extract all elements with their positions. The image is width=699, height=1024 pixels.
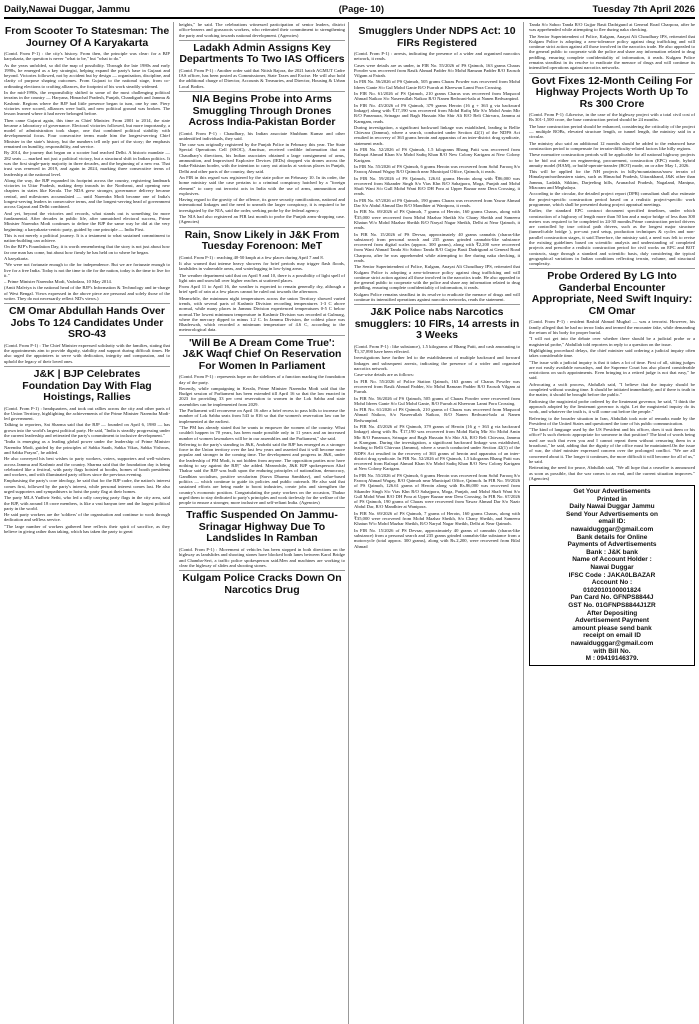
article-paragraph: Emphasising the party's core ideology, he said that for the BJP cadre, the nation's interest comes first, followed by the party's interest, while personal interest comes last. He also urged supporters and sympathisers to hoist the party flag at their homes.	[4, 478, 170, 494]
page-number: (Page- 10)	[338, 4, 384, 15]
ad-line: Daily Nawai Duggar Jammu	[569, 503, 655, 511]
column-3	[354, 22, 524, 1024]
ad-line: email ID:	[598, 518, 626, 526]
article-paragraph: "I will not get into the debate over whether there should be a judicial probe or a magisterial probe," Abdullah told reporters in reply to a question on the issue.	[529, 336, 695, 347]
ad-line: with Bill No.	[593, 647, 631, 655]
article-paragraph: In the mid-1990s, the responsibility shifted to some of the most challenging political terrains in the country — Haryana, Himachal Pradesh, Punjab, Chandigarh and Jammu & Kashmir. Regions where the BJP had little presence began to turn, one by one. Fiery victories were scored, alliances were built, and new political ground was broken. The lesson learned where it had never belonged before.	[4, 90, 170, 117]
ad-line: Bank : J&K bank	[586, 548, 638, 556]
article-headline: J&K | BJP Celebrates Foundation Day With Flag Hoistings, Rallies	[4, 366, 170, 404]
article-paragraph: In FIR No. 15/2026 of PS Devsar, approximately 40 grams of cannabis (charas-like substance) from a personal search and 235 grams grinded cannabis-like substance from a motorcycle (total approx. 300 grams), along with Rs.2,200, were recovered from Bilal Ahmad	[354, 527, 520, 549]
article-paragraph: The party MLA Yudhvir Sethi, who led a rally carrying party flags in the city area, said the BJP, with around 18 crore members, is like a vast banyan tree and the largest political party in the world.	[4, 495, 170, 511]
article-paragraph: From April 11 to April 16, the weather is expected to remain generally dry, although a brief spell of rain at a few places cannot be ruled out towards the afternoon.	[179, 284, 345, 295]
masthead	[4, 2, 695, 19]
article-paragraph: In FIR No. 45/2026 of PS Qaimoh, 379 grams Heroin (16 g + 363 g via backward linkage) along with ₹17,190 was recovered from Mohd Rafiq Mir S/o Mohd Amin Mir R/O Panzmara, Srinagar and Bagh Hussain Sho Shir Ali R/O Beli Chirvara, Jammu at Karngam, reads.	[354, 102, 520, 124]
article-paragraph: Meanwhile, the minimum night temperatures across the union Territory showed varied trends, with several parts of Kashmir Division recording temperatures 1-3 C above normal, while many places in Jammu Division experienced temperatures 0-5 C below normal.The lowest minimum temperature in Kashmir Division was recorded at Gulmarg, where the mercury dipped to minus 1.2 C. In Jammu Division, the coldest place was Bhaderwah, which recorded a minimum temperature of 4.6 C, according to the meteorological data.	[179, 295, 345, 333]
ad-line: Name of Account Holder :	[572, 556, 652, 564]
article-paragraph: The Senior Superintendent of Police, Kulgam, Anayat Ali Choudhary IPS, reiterated that Kulgam Police is adopting a zero-tolerance policy against drug trafficking and will continue strict action against all those involved in the narcotics trade. He also appealed to the general public to cooperate with the police and share any information related to drug peddling, ensuring complete confidentiality of information, it reads. Kulgam Police remains steadfast in its resolve to eradicate the menace of drugs and will continue its intensified operations against narcotics networks.	[529, 33, 695, 71]
article-paragraph: Tanda S/o Saboo Tanda R/O Gujjar Basti Dadrigund at General Road Charpora, after he was apprehended while attempting to flee during naka checking.	[529, 22, 695, 33]
ad-line: Pan Card No. GFNPS8844J	[570, 594, 654, 602]
article-paragraph: (Contd. From P-1) : The Chief Minister expressed solidarity with the families, stating that the appointments aim to provide dignity, stability and support during difficult times. He also urged the appointees to serve with dedication, integrity and compassion, and to uphold the legacy of their loved ones.	[4, 342, 170, 364]
article-paragraph: Referring to the broader situation in Iran, Abdullah took note of remarks made by the President of the United States and questioned the tone of his public communication.	[529, 415, 695, 426]
article-headline: NIA Begins Probe into Arms Smuggling Through Drones Across India-Pakistan Border	[179, 91, 345, 129]
ad-line: 0102010100001824	[583, 586, 641, 594]
article-paragraph: Referring to the party's standing in J&K, Andrabi said the BJP has emerged as a stronger force in the Union territory over the last few years and asserted that it will become more popular and stronger in the coming time. The development and progress in J&K, under the leadership of PM Modi, is not hidden from anyone. The opposition parties now have nothing to say against the BJP," she added. Meanwhile, J&K BJP spokesperson Altaf Thakur said the BJP was built upon the enduring principles of nationalism, democracy, Gandhian socialism, positive secularism (Sarva Dharma Sambhav), and value-based politics — which continue to guide its policies and public outreach. He also said that sustained efforts are being made to boost industries, create jobs and strengthen the country's economic position. Congratulating the party workers on the occasion, Thakur urged them to stay dedicated to party's principles and work tirelessly for the welfare of the people to ensure a stronger, more inclusive and self-reliant India. (Agencies)	[179, 441, 345, 506]
article-paragraph: heights," he said. The celebrations witnessed participation of senior leaders, district office-bearers and grassroots workers, who reiterated their commitment to strengthening the party and working towards national development. (Agencies)	[179, 22, 345, 38]
article-paragraph: Then came Gujarat again, this time as Chief Minister. From 2001 to 2014, the state became a laboratory of governance. Electoral victories followed, but more importantly, a model of administration took shape, one that combined political stability with developmental focus. Four consecutive terms made him the longest-serving Chief Minister in the state's history, but the numbers tell only part of the story; the emphasis remained on humility, responsibility, and service.	[4, 117, 170, 150]
article-paragraph: On the BJP's Foundation Day, it is worth remembering that the story is not just about how far one man has come, but about how firmly he has held on to where he began.	[4, 244, 170, 255]
article-paragraph: In FIR No. 61/2026 of PS Qaimoh, 210 grams Charas was recovered from Maqsood Ahmad Naikoo S/o Naseerullah Naikoo R/O Nanen Redwani-bala at Nanen Redwanpind.	[354, 91, 520, 102]
article-paragraph: According to the circular, the detailed project report (DPR) consultant shall also estimate the project-specific construction period based on a realistic project-specific work programme, which shall be presented during project appraisal meetings.	[529, 191, 695, 207]
article-paragraph: In FIR No. 55/2026 of Police Station Qaimoh, 163 grams of Charas Powder was recovered from Rasik Ahmad Padder, S/o Mohd Ramzan Padder R/O Ezosoh Vilgam at Furrah.	[354, 378, 520, 395]
masthead-date: Tuesday 7th April 2026	[592, 4, 695, 15]
article-paragraph: The weather department said that on April 9 and 10, there is a possibility of light spell of light rain and snowfall over higher reaches at scattered places.	[179, 272, 345, 283]
article-paragraph: This will be applied for the NH projects in hilly/mountainous/snow terrain of Himalayan/northeastern states, such as Himachal Pradesh, Uttarakhand, J&K other than Jammu, Ladakh, Sikkim, Darjeeling hills, Arunachal Pradesh, Nagaland, Manipur, Mizoram and Meghalaya.	[529, 169, 695, 191]
article-paragraph: Earlier, the standard EPC contract document specified timelines, under which construction of a highway of length more than 50 km and a major bridge of less than 300 metres was required to be completed in 24-30 months.Prime construction period drivers are controlled by true critical path drivers, such as the longest major structure (tunnel/cable bridge ), pre-cast yard setup, production techniques & cycles and non-parallel construction stages, it said.Therefore, the ministry said, a need was felt to revise the existing guidelines based on scientific analysis and understanding of completed projects and prescribe a realistic construction period for civil works on EPC and BOT contracts, stage through a standard and scientific basis, duly considering the typical geographical variations in Indian conditions reflecting terrain, volume, and structural complexity.	[529, 208, 695, 267]
ad-line: GST No. 01GFNPS8844J1ZR	[568, 602, 656, 609]
article-paragraph: In FIR No. 45/2026 of PS Qaimoh, 379 grams of Heroin (16 g + 363 g via backward linkage) along with Rs. ₹17,190 was recovered from Mohd Rafiq Mir S/o Mohd Amin Mir R/O Panzmara, Srinagar and Bagh Hussain S/o Shir Ali, R/O Beli Chirvara, Jammu at Karngam. During the investigation, a significant backward linkage was established, leading to Belli Chirvara (Jammu), where a search conducted under Section 42(1) of the NDPS Act resulted in the recovery of 363 grams of heroin and apparatus of an inter-district drug syndicate. In FIR No. 52/2026 of PS Qaimoh, 1.5 kilograms Bhang Patti was recovered from Rafaqat Ahmad Khan S/o Mohd Sadiq Khan R/O New Colony Karigam at New Colony Karigam.	[354, 424, 520, 472]
article-paragraph: (Contd. From P-1) : Chaudhary, his Indian associate Shubham Kumar and other unidentified individuals, they said.	[179, 130, 345, 141]
article-headline: J&K Police nabs Narcotics smugglers: 10 FIRs, 14 arrests in 3 Weeks	[354, 306, 520, 342]
article-paragraph: He also conveyed his best wishes to party workers, voters, supporters and well-wishers across Jammu and Kashmir and the country. Sharma said that the foundation day is being celebrated like a festival, with party flags hoisted at booths, homes of booth presidents and workers, and with illuminated party offices since the previous evening.	[4, 456, 170, 478]
article-headline: Govt Fixes 12-Month Ceiling For Highway Projects Worth Up To Rs 300 Crore	[529, 73, 695, 111]
article-paragraph: In FIR No. 52/2026 of PS Qaimoh, 1.5 kilograms Bhang Patti was recovered from Rafaqat Ahmad Khan S/o Mohd Sadiq Khan R/O New Colony Karigam at New Colony Karigam.	[354, 147, 520, 163]
article-paragraph: (Contd. From P-1) :Likewise, in the case of the highway project with a total civil cost of Rs 301-1,500 crore, the base construction period should be 24 months.	[529, 112, 695, 123]
article-headline: Rain, Snow Likely in J&K From Tuesday Forenoon: MeT	[179, 227, 345, 253]
column-2	[179, 22, 349, 1024]
ad-line: M : 09419146379.	[585, 655, 639, 663]
ad-line: Payments of Advertisements	[567, 541, 657, 549]
article-paragraph: Endorsing the magisterial probe ordered by the lieutenant governor, he said, "I think the approach adopted by the lieutenant governor is right. Let the magisterial inquiry do its work, and whatever the truth is, it will come out before the people."	[529, 398, 695, 415]
article-paragraph: In FIR No. 59/2026 of PS Qaimoh, 126.61 grams Heroin along with ₹86,000 was recovered from Sikander Singh S/o Vias Khn R/O Sahajpora, Moga, Punjab and Mohd Shafi Wani S/o Gull Mohd Wani R/O DH Pora at Upper Bazaar near Dera Crossing, it reads.	[354, 175, 520, 197]
advertisement-box	[529, 485, 695, 666]
article-paragraph: And yet, beyond the victories and records, what stands out is something far more fundamental. After decades in public life, after unmatched electoral success, Prime Minister Narendra Modi continues to define the BJP the same way he did at the very beginning: a karyakarta-centric party, guided by one principle — India First.	[4, 210, 170, 232]
article-paragraph: This is not merely a political journey. It is a testament to what sustained commitment to nation-building can achieve.	[4, 232, 170, 244]
article-paragraph: As the years unfolded, so did the map of possibility. Through the late 1980s and early 1990s, he emerged as a key strategist, helping expand the party's base in Gujarat and beyond. Victories followed, not by accident but by design — organisation, discipline, and clarity of purpose shaping outcomes. From Gujarat to the national stage, from co-ordinating elections to crafting alliances, the footprint of his work steadily widened.	[4, 62, 170, 89]
article-paragraph: A karyakarta.	[4, 255, 29, 261]
article-paragraph: In FIR No. 56/2026 of PS Qaimoh, 505 grams of Charas Powder were recovered from Mohd Idrees Ganie S/o Gul Mohd Ganie, R/O Furrah at Kheewan Lanni Pora Crossing.	[354, 395, 520, 406]
article-paragraph: These normative construction periods will be applicable for all national highway projects to be bid out either on engineering, procurement, construction (EPC) mode, hybrid annuity model (HAM), or build-operate-transfer (BOT) mode, on or after May 1, 2026.	[529, 152, 695, 168]
article-headline: Smugglers Under NDPS Act: 10 FIRs Registered	[358, 25, 516, 49]
ad-line: nawaidugggar@gmail.com	[570, 526, 654, 534]
article-paragraph: In FIR No. 69/2026 of PS Qaimoh, 7 grams of Heroin, 160 grams Charas, along with ₹35,000 were recovered from Mohd Mazhar Sheikh S/o Chany Sheikh and Sameera Khatun W/o Mohd Mazhar Sheikh R/O Naryal Nagar Sheikh, Delhi at Near Qaimoh, it reads.	[354, 209, 520, 231]
article-paragraph: The case was originally registered by the Punjab Police in February this year. The State Special Operations Cell (SSOC), Amritsar, received credible information that on Chaudhary's directions, his Indian associates obtained a large consignment of arms, ammunition, and Improvised Explosive Devices (IEDs) dropped via drones across the India-Pakistan border, with the intention to carry out attacks at various places in Punjab, Delhi and other parts of the country, they said.	[179, 142, 345, 174]
ad-line: nawaidugggar@gmail.com	[570, 639, 654, 647]
article-paragraph: (Contd. From P-1) : Another order said that Nitish Rajora, the 2021 batch AGMUT Cadre IAS officer, has been posted as Commissioner, State Taxes and Excise. He will also hold the additional charge of Director, Accounts & Treasuries, and Director, Housing & Urban Local Bodies.	[179, 67, 345, 89]
article-paragraph: In FIR No. 69/2026 of PS Qaimoh, 7 grams of Heroin, 160 grams Charas, along with ₹35,000 were recovered from Mohd Mazhar Sheikh, S/o Chany Sheikh, and Sameera Khatun W/o Mohd Mazhar Sheikh, R/O Naryal Nagar Sheikh, Delhi at Near Qaimoh.	[354, 510, 520, 527]
article-paragraph: It also warned that intense heavy showers for brief periods may trigger flash floods, landslides in vulnerable areas, and waterlogging in low-lying areas.	[179, 260, 345, 272]
article-paragraph: Reiterating the need for peace, Abdullah said, "We all hope that a ceasefire is announced as soon as possible, that the war comes to an end, and the current situation improves." (Agencies)	[529, 465, 695, 481]
article-paragraph: The Senior Superintendent of Police, Kulgam, Anayat Ali Choudhary IPS, reiterated that Kulgam Police is adopting a zero-tolerance policy against drug trafficking and will continue strict action against all those involved in the narcotics trade. He also appealed to the general public to cooperate with the police and share any information related to drug peddling, ensuring complete confidentiality of information, it reads.	[354, 264, 520, 291]
article-paragraph: Having regard to the gravity of the offence, its grave security ramifications, national and international linkages and the need to unearth the larger conspiracy, it is required to be investigated by the NIA, said the order, seeking probe by the federal agency.	[179, 197, 345, 213]
article-headline: 'Will Be A Dream Come True': J&K Waqf Chief On Reservation For Women In Parliament	[179, 335, 345, 373]
article-headline: Ladakh Admin Assigns Key Departments To Two IAS Officers	[179, 41, 345, 66]
article-paragraph: – Prime Minister Narendra Modi, Vadodara, 10 May 2014.	[4, 279, 112, 285]
article-headline: CM Omar Abdullah Hands Over Jobs To 124 Candidates Under SRO-43	[4, 303, 170, 341]
ad-line: receipt on email ID	[583, 632, 641, 640]
ad-line: Nawai Duggar	[590, 564, 634, 572]
ad-line: Advertisement Payment	[574, 617, 650, 625]
article-paragraph: "The issue with a judicial inquiry is that it takes a lot of time. First of all, sitting judges are not easily available nowadays, and the Supreme Court has also placed considerable restrictions on such appointments. Even bringing in a retired judge is not that easy," he said.	[529, 359, 695, 381]
article-paragraph: In FIR No. 67/2026 of PS Qaimoh, 190 grams Charas was recovered from Yawar Ahmad Dar S/o Abdul Ahmad Dar R/O Mandhier at Wanipora, it reads.	[354, 197, 520, 209]
article-paragraph: In FIR No. 15/2026 of PS Devsar, approximately 40 grams cannabis (charas-like substance) from personal search and 235 grams grinded cannabis-like substance recovered from digital scales (approx. 300 grams), along with ₹2,200 were recovered from Wani Ahmad Tanda S/o Saboo Tanda R/O Gujjar Basti Dadrigund at General Road Charpora, after he was apprehended while attempting to flee during naka checking, it reads.	[354, 231, 520, 263]
article-headline: Kulgam Police Cracks Down On Narcotics Drug	[179, 570, 345, 596]
article-paragraph: Along the way, the BJP expanded its footprint across the country, registering landmark victories in Uttar Pradesh, making deep inroads in the Northeast, and opening new chapters in states like Kerala. The NDA grew stronger, governance delivery became central, and milestones accumulated — until Narendra Modi became one of India's longest-serving leaders in consecutive terms, and the longest-serving head of government across Gujarat and Delhi combined.	[4, 177, 170, 210]
article-paragraph: The ministry also said an additional 12 months should be added to the enhanced base construction period to compensate for terrain-difficulty-related factors like hilly regions.	[529, 140, 695, 151]
article-paragraph: The NIA had also registered an FIR last month to probe the Punjab arms-dropping case. (Agencies)	[179, 214, 345, 225]
ad-line: After Depositing	[586, 609, 638, 617]
article-paragraph: (Contd. From P-1) : resident Rashid Ahmad Mughal — was a terrorist. However, his family alleged that he had no terror links and termed the encounter fake, while demanding the return of his body for proper burial.	[529, 319, 695, 336]
article-paragraph: During investigation, a significant backward linkage was established, leading to Bellie Chirvara (Jammu), where a search, conducted under Section 42(1) of the NDPS Act resulted in recovery of 363 grams heroin and apparatus of an inter-district drug syndicate, statement reads.	[354, 124, 520, 146]
article-paragraph: In FIR No. 55/2026 of PS Qaimoh, 6 grams Heroin was recovered from Sohil Farooq S/o Farooq Ahmad Wagay R/O Qaimoh near Municipal Office, Qaimoh, it reads.	[354, 163, 520, 175]
article-paragraph: In FIR No. 55/2026 of PS Qaimoh, 6 grams Heroin was recovered from Sohil Farooq S/o Farooq Ahmad Wagay, R/O Qaimoh near Municipal Office, Qaimoh. In FIR No. 59/2026 of PS Qaimoh, 126.61 grams of Heroin along with Rs.86,000 was recovered from Sikander Singh S/o Vias Khn R/O Sahajpora, Moga, Punjab, and Mohd Shafi Wani S/o Gull Mohd Wani R/O DH Pora at Upper Bazaar near Dera Crossing. In FIR No. 67/2026 of PS Qaimoh, 190 grams of Charas were recovered from Yawar Ahmad Dar S/o Nazir Abdul Dar, R/O Mandhier at Wanipora.	[354, 472, 520, 510]
article-paragraph: (Contd. From P-1) : headquarters, and took out rallies across the city and other parts of the Union Territory, highlighting the achievements of the Prime Minister Narendra Modi-led government.	[4, 405, 170, 422]
article-paragraph: "The kind of language used by the US President and his officer, does it suit them or his office? Is such rhetoric appropriate for someone in that position? The kind of words being used are such that even you and I cannot repeat them without censoring them in a broadcast," he said, adding that the dignity of the office must be maintained.On the issue of war, the chief minister expressed concern over the prolonged conflict. "We are all concerned about it. The longer it continues, the more difficult it will become for all of us," he said.	[529, 427, 695, 464]
article-paragraph: Kulgam Police remains steadfast in its resolve to eradicate the menace of drugs and will continue its intensified operations against narcotics networks, reads the statement.	[354, 291, 520, 303]
article-paragraph: "India is emerging as a leading global power under the leadership of Prime Minister Narendra Modi, guided by the principles of Sabka Saath, Sabka Vikas, Sabka Vishwas, and Sabka Prayas", he added.	[4, 439, 170, 455]
article-paragraph: By 2014, the journey that began on a scooter had reached Delhi. A historic mandate — 282 seats — marked not just a political victory, but a structural shift in Indian politics. It was the first single-party majority in three decades, and the beginning of a new era. That trust was renewed in 2019, and again in 2024, marking three consecutive terms of leadership at the national level.	[4, 150, 170, 177]
column-4	[529, 22, 695, 1024]
masthead-name: Daily,Nawai Duggar, Jammu	[4, 4, 131, 15]
article-headline: From Scooter To Statesman: The Journey Of A Karyakarta	[4, 25, 170, 49]
article-paragraph: Cases were details are as under, in FIR No. 55/2026 of PS Qaimoh, 163 grams Charas Powder was recovered from Rasik Ahmad Padder S/o Mohd Ramzan Padder R/O Ezosoh Vilgam at Fairah.	[354, 62, 520, 79]
article-paragraph: (Contd. From P-1) : like substance), 1.5 kilograms of Bhang Patti, and cash amounting to ₹1,37,890 have been effected.	[354, 343, 520, 355]
article-paragraph: Case-wise details are as follows:	[354, 372, 414, 378]
article-paragraph: (Contd. From P-1) : Movement of vehicles has been stopped in both directions on the highway as landslides and shooting stones have blocked both lanes between Karol Bridge and Chamba-Seri, a traffic police spokesperson said.Men and machines are working to clear the highway of slides and shooting stones.	[179, 546, 345, 568]
ad-line: amount please send bank	[572, 624, 652, 632]
article-paragraph: In FIR No. 61/2026 of PS Qaimoh, 210 grams of Charas was recovered from Maqsood Ahmad Naikoo, S/o Naseerullah Naikoo, R/O Nanen Redwani-bala at Nanen Redwanpind.	[354, 407, 520, 423]
article-paragraph: (Contd. From P-1) : arrests, indicating the presence of a wider and organised narcotics network, it reads.	[354, 51, 520, 62]
article-paragraph: "The PM has already stated that he wants to empower the women of the country. What couldn't happen in 70 years, has been made possible only in 11 years and an increased number of women lawmakers will be in our assemblies and the Parliament," she said.	[179, 424, 345, 441]
article-headline: Traffic Suspended On Jammu-Srinagar Highway Due To Landslides In Ramban	[179, 507, 345, 545]
ad-line: Bank details for Online	[576, 533, 648, 541]
article-paragraph: The Parliament will reconvene on April 16 after a brief recess to pass bills to increase the number of Lok Sabha seats from 543 to 816 so that the women's reservation law can be implemented at the earliest.	[179, 408, 345, 424]
article-paragraph: The base construction period should be enhanced, considering the criticality of the project — multiple ROBs, elevated structure length, or tunnel length, the ministry said in a circular.	[529, 123, 695, 140]
article-paragraph: "We were not fortunate enough to die for independence. But we are fortunate enough to live for a free India. Today is not the time to die for the nation, today is the time to live for it."	[4, 262, 170, 278]
column-1	[4, 22, 174, 1024]
article-paragraph: He said party workers are the 'soldiers' of the organisation and continue to work through dedication and selfless service.	[4, 512, 170, 523]
article-paragraph: In FIR No. 56/2026 of PS Qaimoh, 505 grams Charas Powder was recovered from Mohd Idrees Ganie S/o Gul Mohd Ganie R/O Furrah at Kheewan Lanni Pora Crossing.	[354, 79, 520, 90]
article-paragraph: (Contd. From P-1) : the city's history. From then, the principle was clear: for a BJP karyakarta, the question is never "what to be," but "what to do."	[4, 51, 170, 62]
article-paragraph: (Amit Malviya is the national head of the BJP's Information & Technology and in-charge of West Bengal. Views expressed in the above piece are personal and solely those of the writer. They do not necessarily reflect ND's views.)	[4, 285, 170, 302]
ad-line: IFSC Code : JAKA0LBAZAR	[568, 571, 656, 579]
article-paragraph: Investigations have further led to the establishment of multiple backward and forward linkages and subsequent arrests, indicating the presence of a wider and organised narcotics network.	[354, 355, 520, 372]
article-paragraph: Talking to reporters, Sat Sharma said that the BJP — founded on April 6, 1980 — has grown into the world's largest political party. He said, "India is steadily progressing under the current leadership and reiterated the party's commitment to inclusive development."	[4, 422, 170, 439]
article-paragraph: (Contd. From P-1) : reaching 40-50 kmph at a few places during April 7 and 8.	[179, 254, 324, 260]
article-paragraph: Advocating a swift process, Abdullah said, "I believe that the inquiry should be completed without wasting time. It should be initiated immediately, and if there is truth in the matter, it should be brought before the public."	[529, 381, 695, 398]
article-paragraph: "The large number of workers gathered here reflects their spirit of sacrifice, as they believe in giving rather than taking, which has taken the party to great	[4, 523, 170, 535]
ad-line: Get Your Advertisements	[573, 488, 651, 496]
article-paragraph: Recently, while campaigning in Kerala, Prime Minister Narendra Modi said that the Budget session of Parliament has been extended till April 16 so that the law enacted in 2023 for providing 33 per cent reservation to women in the Lok Sabha and state assemblies can be implemented from 2029.	[179, 385, 345, 407]
ad-line: Account No :	[591, 579, 633, 587]
article-paragraph: (Contd. From P-1) : represents hope on the sidelines of a function marking the foundation day of the party.	[179, 374, 345, 385]
ad-line: Send Your Advertisements on	[566, 510, 658, 518]
columns	[4, 22, 695, 1024]
article-paragraph: Highlighting procedural delays, the chief minister said ordering a judicial inquiry often takes considerable time.	[529, 347, 695, 359]
ad-line: Printed in	[597, 495, 627, 503]
article-paragraph: An FIR in this regard was registered by the state police on February 10. In its order, the home ministry said the case pertains to a criminal conspiracy hatched by a "foreign element" to carry out terrorist acts in India with the use of arms, ammunition and explosives.	[179, 174, 345, 196]
article-headline: Probe Ordered By LG Into Ganderbal Encounter Appropriate, Need Swift Inquiry: CM Omar	[529, 268, 695, 317]
